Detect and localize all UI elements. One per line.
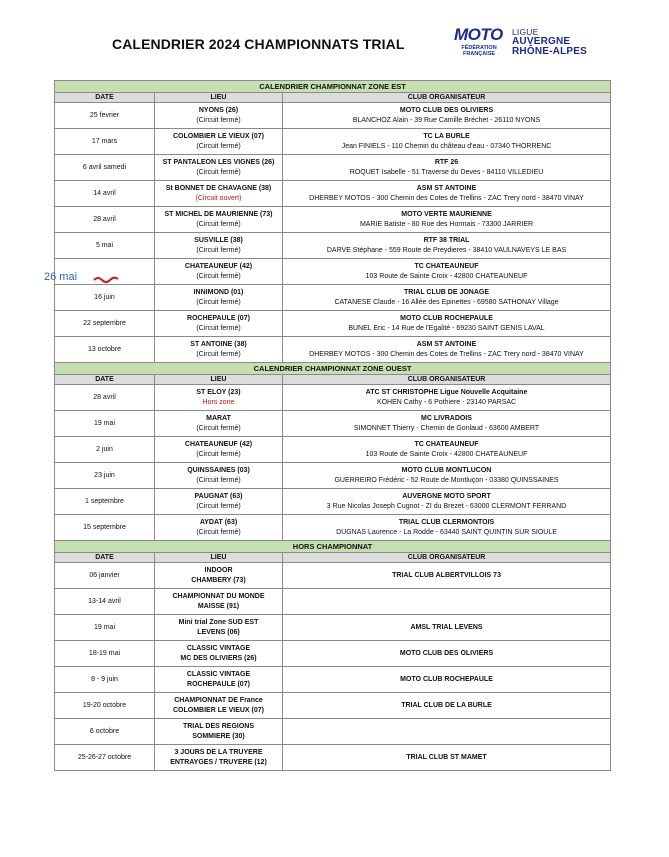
- club-address: GUERREIRO Frédéric - 52 Route de Montluçon - 03380 QUINSSAINES: [334, 476, 559, 484]
- lieu-name: CHATEAUNEUF (42): [184, 262, 253, 270]
- date-cell: 15 septembre: [55, 515, 155, 541]
- column-header-row: [55, 93, 611, 103]
- club-address: SIMONNET Thierry - Chemin de Gonlaud - 63600 AMBERT: [353, 424, 540, 432]
- lieu-name: TRIAL DES REGIONS: [182, 722, 255, 730]
- lieu-cell: [155, 641, 283, 667]
- date-cell: 2 juin: [55, 437, 155, 463]
- lieu-cell: [155, 589, 283, 615]
- club-name: MOTO CLUB ROCHEPAULE: [400, 314, 493, 322]
- date-cell: 25-26-27 octobre: [55, 745, 155, 771]
- date-cell: 28 avril: [55, 385, 155, 411]
- club-name: ASM ST ANTOINE: [416, 340, 477, 348]
- lieu-cell: [155, 693, 283, 719]
- club-cell: [283, 259, 611, 285]
- section-header-row: [55, 541, 611, 553]
- club-name: TRIAL CLUB CLERMONTOIS: [398, 518, 495, 526]
- lieu-name: ST PANTALEON LES VIGNES (26): [162, 158, 275, 166]
- handwritten-date-note: 26 mai: [44, 271, 78, 283]
- club-cell: [283, 515, 611, 541]
- lieu-detail: COLOMBIER LE VIEUX (07): [172, 706, 264, 714]
- date-cell: 14 avril: [55, 181, 155, 207]
- column-header-lieu: LIEU: [155, 93, 283, 103]
- table-row: [55, 207, 611, 233]
- date-cell: 6 avril samedi: [55, 155, 155, 181]
- club-cell: [283, 385, 611, 411]
- lieu-cell: [155, 103, 283, 129]
- club-address: DUGNAS Laurence - La Rodde - 63440 SAINT QUINTIN SUR SIOULE: [336, 528, 557, 536]
- date-cell: 5 mai: [55, 233, 155, 259]
- column-header-club: CLUB ORGANISATEUR: [283, 93, 611, 103]
- strikethrough-scribble: [92, 274, 122, 284]
- club-cell: [283, 641, 611, 667]
- date-cell: 22 septembre: [55, 311, 155, 337]
- club-cell: [283, 285, 611, 311]
- lieu-name: INNIMOND (01): [193, 288, 244, 296]
- club-address: 3 Rue Nicolas Joseph Cugnot - ZI du Brezet - 63000 CLERMONT FERRAND: [326, 502, 567, 510]
- lieu-name: PAUGNAT (63): [194, 492, 243, 500]
- column-header-date: DATE: [55, 375, 155, 385]
- lieu-cell: [155, 411, 283, 437]
- lieu-cell: [155, 489, 283, 515]
- date-cell: 06 janvier: [55, 563, 155, 589]
- lieu-cell: [155, 207, 283, 233]
- date-cell: 13-14 avril: [55, 589, 155, 615]
- club-cell: [283, 311, 611, 337]
- club-address: 103 Route de Sainte Croix - 42800 CHATEAUNEUF: [365, 450, 528, 458]
- table-row: [55, 129, 611, 155]
- table-row: [55, 745, 611, 771]
- club-name: RTF 38 TRIAL: [423, 236, 470, 244]
- club-name: MOTO VERTE MAURIENNE: [401, 210, 492, 218]
- column-header-row: [55, 553, 611, 563]
- lieu-detail: MAISSE (91): [197, 602, 240, 610]
- lieu-name: CHAMPIONNAT DE France: [174, 696, 263, 704]
- lieu-detail: CHAMBERY (73): [191, 576, 246, 584]
- club-cell: [283, 207, 611, 233]
- lieu-name: CHATEAUNEUF (42): [184, 440, 253, 448]
- lieu-detail: (Circuit fermé): [196, 528, 241, 536]
- table-row: [55, 155, 611, 181]
- logo-moto-text: MOTO: [454, 25, 503, 44]
- club-name: AMSL TRIAL LEVENS: [410, 623, 483, 631]
- lieu-name: SUSVILLE (38): [194, 236, 243, 244]
- club-cell: [283, 745, 611, 771]
- lieu-name: Mini trial Zone SUD EST: [178, 618, 259, 626]
- lieu-detail: (Circuit fermé): [196, 502, 241, 510]
- lieu-cell: [155, 615, 283, 641]
- lieu-name: CHAMPIONNAT DU MONDE: [172, 592, 265, 600]
- club-name: MC LIVRADOIS: [421, 414, 472, 422]
- table-row: [55, 589, 611, 615]
- table-row: [55, 515, 611, 541]
- lieu-cell: [155, 563, 283, 589]
- lieu-detail: (Circuit fermé): [196, 450, 241, 458]
- club-name: TRIAL CLUB DE JONAGE: [403, 288, 490, 296]
- club-name: RTF 26: [434, 158, 459, 166]
- logo-ligue-line: RHÔNE-ALPES: [512, 46, 587, 57]
- table-row: [55, 463, 611, 489]
- club-cell: [283, 615, 611, 641]
- date-cell: 6 octobre: [55, 719, 155, 745]
- table-row: [55, 411, 611, 437]
- lieu-name: AYDAT (63): [199, 518, 238, 526]
- lieu-cell: [155, 155, 283, 181]
- club-name: MOTO CLUB DES OLIVIERS: [399, 649, 494, 657]
- date-cell: 18-19 mai: [55, 641, 155, 667]
- lieu-name: MARAT: [206, 414, 231, 422]
- club-cell: [283, 181, 611, 207]
- club-address: BLANCHOZ Alain - 39 Rue Camille Bréchet - 26110 NYONS: [352, 116, 541, 124]
- club-address: DHERBEY MOTOS - 300 Chemin des Cotes de Trellins - ZAC Trery nord - 38470 VINAY: [309, 194, 584, 202]
- club-name: MOTO CLUB ROCHEPAULE: [400, 675, 493, 683]
- club-cell: [283, 463, 611, 489]
- club-name: TC LA BURLE: [423, 132, 470, 140]
- club-cell: [283, 155, 611, 181]
- club-name: TRIAL CLUB ALBERTVILLOIS 73: [392, 571, 501, 579]
- club-cell: [283, 589, 611, 615]
- column-header-lieu: LIEU: [155, 375, 283, 385]
- table-row: [55, 641, 611, 667]
- lieu-cell: [155, 667, 283, 693]
- lieu-name: ST ANTOINE (38): [190, 340, 247, 348]
- club-address: Jean FINIELS - 110 Chemin du château d'eau - 07340 THORRENC: [341, 142, 552, 150]
- date-cell: 16 juin: [55, 285, 155, 311]
- lieu-detail: (Circuit fermé): [196, 476, 241, 484]
- club-name: TC CHATEAUNEUF: [414, 440, 479, 448]
- club-cell: [283, 563, 611, 589]
- date-cell: 13 octobre: [55, 337, 155, 363]
- logo-ligue-text: [512, 28, 587, 57]
- logo-ligue-line: AUVERGNE: [512, 36, 571, 47]
- lieu-cell: [155, 515, 283, 541]
- page-title: CALENDRIER 2024 CHAMPIONNATS TRIAL: [112, 36, 405, 52]
- club-cell: [283, 693, 611, 719]
- lieu-cell: [155, 285, 283, 311]
- lieu-name: CLASSIC VINTAGE: [186, 644, 251, 652]
- club-address: DHERBEY MOTOS - 300 Chemin des Cotes de Trellins - ZAC Trery nord - 38470 VINAY: [309, 350, 584, 358]
- lieu-detail: ROCHEPAULE (07): [187, 680, 250, 688]
- club-address: CATANESE Claude - 16 Allée des Epinettes - 69580 SATHONAY Village: [334, 298, 559, 306]
- club-name: TRIAL CLUB ST MAMET: [406, 753, 487, 761]
- lieu-name: St BONNET DE CHAVAGNE (38): [165, 184, 272, 192]
- club-name: ASM ST ANTOINE: [416, 184, 477, 192]
- column-header-lieu: LIEU: [155, 553, 283, 563]
- table-row: [55, 437, 611, 463]
- table-row: [55, 693, 611, 719]
- club-cell: [283, 437, 611, 463]
- lieu-cell: [155, 311, 283, 337]
- section-header-row: [55, 363, 611, 375]
- club-cell: [283, 337, 611, 363]
- lieu-detail: (Circuit fermé): [196, 424, 241, 432]
- club-cell: [283, 233, 611, 259]
- table-row: [55, 285, 611, 311]
- table-row: [55, 385, 611, 411]
- lieu-cell: [155, 233, 283, 259]
- section-title: CALENDRIER CHAMPIONNAT ZONE EST: [55, 81, 611, 93]
- lieu-cell: [155, 129, 283, 155]
- club-address: ROQUET Isabelle - 51 Traverse du Deves - 84110 VILLEDIEU: [349, 168, 544, 176]
- lieu-detail: (Circuit fermé): [196, 168, 241, 176]
- ffm-ligue-logo: [452, 26, 612, 62]
- table-row: [55, 259, 611, 285]
- lieu-detail: MC DES OLIVIERS (26): [180, 654, 257, 662]
- table-row: [55, 667, 611, 693]
- table-row: [55, 615, 611, 641]
- table-row: [55, 103, 611, 129]
- column-header-row: [55, 375, 611, 385]
- lieu-detail: (Circuit ouvert): [195, 194, 242, 202]
- date-cell: 23 juin: [55, 463, 155, 489]
- section-title: CALENDRIER CHAMPIONNAT ZONE OUEST: [55, 363, 611, 375]
- date-cell: 28 avril: [55, 207, 155, 233]
- table-row: [55, 719, 611, 745]
- date-cell: 8 - 9 juin: [55, 667, 155, 693]
- club-cell: [283, 129, 611, 155]
- club-address: KOHEN Cathy - 6 Pothiere - 23140 PARSAC: [376, 398, 517, 406]
- lieu-name: CLASSIC VINTAGE: [186, 670, 251, 678]
- lieu-cell: [155, 181, 283, 207]
- lieu-name: QUINSSAINES (03): [187, 466, 250, 474]
- lieu-detail: (Circuit fermé): [196, 116, 241, 124]
- lieu-cell: [155, 719, 283, 745]
- section-title: HORS CHAMPIONNAT: [55, 541, 611, 553]
- club-cell: [283, 667, 611, 693]
- club-name: ATC ST CHRISTOPHE Ligue Nouvelle Acquitaine: [365, 388, 528, 396]
- club-name: TRIAL CLUB DE LA BURLE: [401, 701, 492, 709]
- club-address: MARIE Batiste - 80 Rue des Hormais - 73300 JARRIER: [359, 220, 534, 228]
- lieu-name: ST MICHEL DE MAURIENNE (73): [164, 210, 273, 218]
- lieu-detail: (Circuit fermé): [196, 298, 241, 306]
- logo-ligue-line: LIGUE: [512, 27, 539, 37]
- lieu-cell: [155, 463, 283, 489]
- lieu-name: COLOMBIER LE VIEUX (07): [172, 132, 264, 140]
- lieu-cell: [155, 337, 283, 363]
- club-address: DARVE Stéphane - 559 Route de Preydieres - 38410 VAULNAVEYS LE BAS: [326, 246, 567, 254]
- date-cell: 19-20 octobre: [55, 693, 155, 719]
- club-name: MOTO CLUB MONTLUCON: [401, 466, 492, 474]
- lieu-detail: SOMMIERE (30): [192, 732, 245, 740]
- lieu-cell: [155, 437, 283, 463]
- date-cell: 17 mars: [55, 129, 155, 155]
- lieu-detail: LEVENS (06): [197, 628, 240, 636]
- table-row: [55, 337, 611, 363]
- club-cell: [283, 489, 611, 515]
- lieu-detail: (Circuit fermé): [196, 324, 241, 332]
- table-row: [55, 181, 611, 207]
- lieu-detail: (Circuit fermé): [196, 246, 241, 254]
- table-row: [55, 233, 611, 259]
- moto-logo-mark: [452, 26, 510, 60]
- column-header-club: CLUB ORGANISATEUR: [283, 553, 611, 563]
- date-cell: 1 septembre: [55, 489, 155, 515]
- table-row: [55, 563, 611, 589]
- column-header-date: DATE: [55, 553, 155, 563]
- lieu-cell: [155, 259, 283, 285]
- lieu-detail: (Circuit fermé): [196, 220, 241, 228]
- club-name: MOTO CLUB DES OLIVIERS: [399, 106, 494, 114]
- column-header-date: DATE: [55, 93, 155, 103]
- table-row: [55, 311, 611, 337]
- lieu-detail: Hors zone: [202, 398, 235, 406]
- lieu-name: NYONS (26): [198, 106, 239, 114]
- lieu-cell: [155, 745, 283, 771]
- lieu-name: ROCHEPAULE (07): [187, 314, 250, 322]
- club-address: BUNEL Eric - 14 Rue de l'Egalité - 69230 SAINT GENIS LAVAL: [348, 324, 545, 332]
- table-row: [55, 489, 611, 515]
- lieu-name: ST ELOY (23): [196, 388, 241, 396]
- club-cell: [283, 103, 611, 129]
- club-address: 103 Route de Sainte Croix - 42800 CHATEAUNEUF: [365, 272, 528, 280]
- lieu-cell: [155, 385, 283, 411]
- logo-federation-text: FÉDÉRATION FRANÇAISE: [461, 45, 497, 57]
- club-cell: [283, 411, 611, 437]
- date-cell: 19 mai: [55, 411, 155, 437]
- lieu-detail: (Circuit fermé): [196, 142, 241, 150]
- club-name: AUVERGNE MOTO SPORT: [402, 492, 491, 500]
- date-cell: 19 mai: [55, 615, 155, 641]
- calendar-table: [54, 80, 611, 771]
- column-header-club: CLUB ORGANISATEUR: [283, 375, 611, 385]
- lieu-detail: ENTRAYGES / TRUYERE (12): [170, 758, 267, 766]
- club-cell: [283, 719, 611, 745]
- section-header-row: [55, 81, 611, 93]
- lieu-name: INDOOR: [204, 566, 233, 574]
- lieu-name: 3 JOURS DE LA TRUYERE: [174, 748, 263, 756]
- lieu-detail: (Circuit fermé): [196, 272, 241, 280]
- club-name: TC CHATEAUNEUF: [414, 262, 479, 270]
- lieu-detail: (Circuit fermé): [196, 350, 241, 358]
- date-cell: 25 fevrier: [55, 103, 155, 129]
